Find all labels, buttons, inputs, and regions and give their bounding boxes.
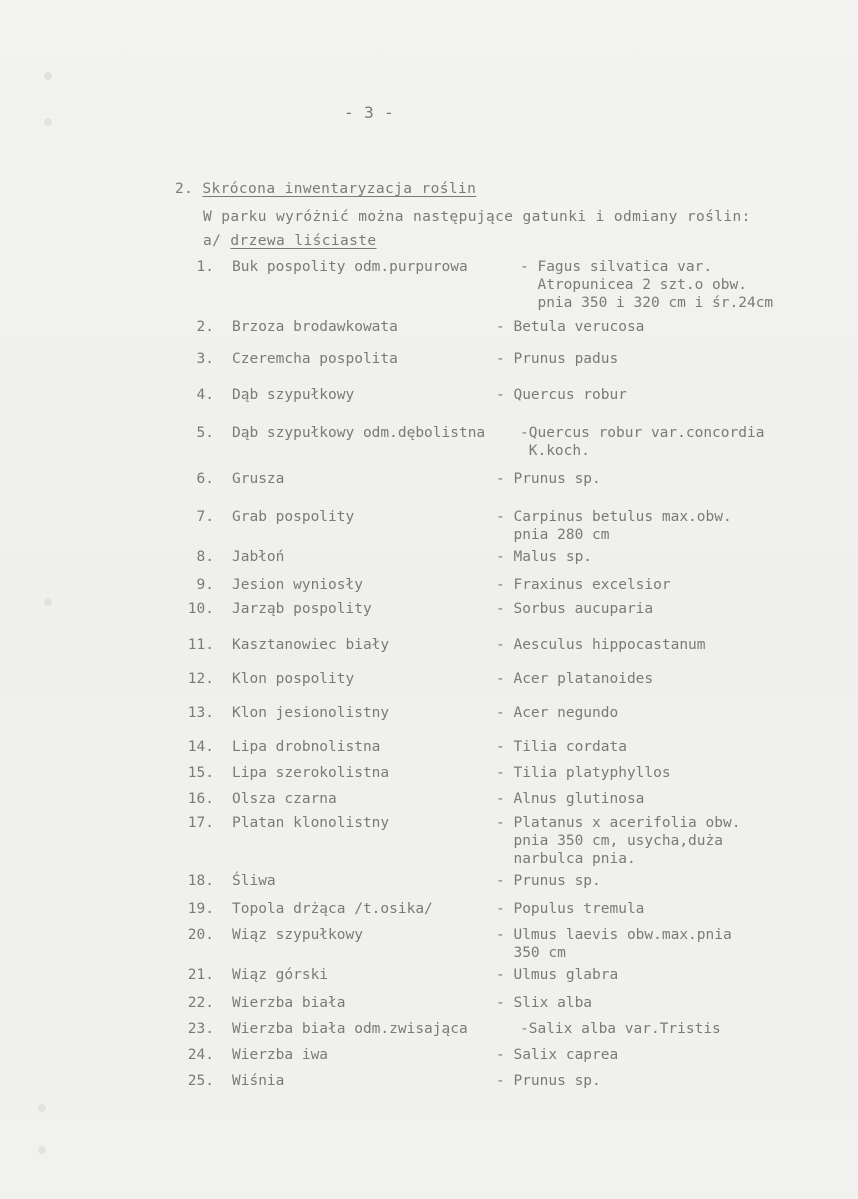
latin-name: - Populus tremula bbox=[496, 901, 645, 917]
section-heading: 2. Skrócona inwentaryzacja roślin bbox=[175, 181, 477, 197]
polish-name: Brzoza brodawkowata bbox=[232, 319, 398, 335]
item-number: 17. bbox=[187, 815, 214, 831]
polish-name: Topola drżąca /t.osika/ bbox=[232, 901, 433, 917]
item-number: 16. bbox=[187, 791, 214, 807]
latin-name: - Tilia platyphyllos bbox=[496, 765, 671, 781]
polish-name: Wierzba iwa bbox=[232, 1047, 329, 1063]
page-number: - 3 - bbox=[344, 103, 395, 122]
polish-name: Dąb szypułkowy bbox=[232, 387, 355, 403]
polish-name: Jabłoń bbox=[232, 549, 285, 565]
item-number: 8. bbox=[196, 549, 214, 565]
polish-name: Lipa szerokolistna bbox=[232, 765, 390, 781]
latin-name: - Ulmus laevis obw.max.pnia bbox=[496, 927, 732, 943]
punch-hole bbox=[44, 118, 52, 126]
item-number: 4. bbox=[196, 387, 214, 403]
item-number: 3. bbox=[196, 351, 214, 367]
punch-hole bbox=[38, 1146, 46, 1154]
item-number: 25. bbox=[187, 1073, 214, 1089]
polish-name: Grusza bbox=[232, 471, 285, 487]
latin-name: -Salix alba var.Tristis bbox=[520, 1021, 721, 1037]
polish-name: Jarząb pospolity bbox=[232, 601, 372, 617]
item-number: 9. bbox=[196, 577, 214, 593]
item-number: 13. bbox=[187, 705, 214, 721]
latin-name: Atropunicea 2 szt.o obw. bbox=[520, 277, 747, 293]
polish-name: Wiśnia bbox=[232, 1073, 285, 1089]
polish-name: Lipa drobnolistna bbox=[232, 739, 381, 755]
latin-name: - Fraxinus excelsior bbox=[496, 577, 671, 593]
latin-name: - Platanus x acerifolia obw. bbox=[496, 815, 741, 831]
latin-name: 350 cm bbox=[496, 945, 566, 961]
latin-name: - Prunus sp. bbox=[496, 873, 601, 889]
latin-name: - Prunus sp. bbox=[496, 471, 601, 487]
item-number: 18. bbox=[187, 873, 214, 889]
item-number: 1. bbox=[196, 259, 214, 275]
latin-name: - Quercus robur bbox=[496, 387, 627, 403]
polish-name: Kasztanowiec biały bbox=[232, 637, 390, 653]
item-number: 23. bbox=[187, 1021, 214, 1037]
latin-name: - Aesculus hippocastanum bbox=[496, 637, 706, 653]
latin-name: - Sorbus aucuparia bbox=[496, 601, 654, 617]
latin-name: -Quercus robur var.concordia bbox=[520, 425, 765, 441]
latin-name: - Carpinus betulus max.obw. bbox=[496, 509, 732, 525]
latin-name: pnia 350 i 320 cm i śr.24cm bbox=[520, 295, 774, 311]
polish-name: Olsza czarna bbox=[232, 791, 337, 807]
punch-hole bbox=[44, 72, 52, 80]
latin-name: - Betula verucosa bbox=[496, 319, 645, 335]
latin-name: - Acer negundo bbox=[496, 705, 619, 721]
latin-name: - Alnus glutinosa bbox=[496, 791, 645, 807]
item-number: 5. bbox=[196, 425, 214, 441]
latin-name: K.koch. bbox=[520, 443, 590, 459]
item-number: 12. bbox=[187, 671, 214, 687]
polish-name: Klon pospolity bbox=[232, 671, 355, 687]
polish-name: Jesion wyniosły bbox=[232, 577, 363, 593]
item-number: 2. bbox=[196, 319, 214, 335]
item-number: 24. bbox=[187, 1047, 214, 1063]
punch-hole bbox=[38, 1104, 46, 1112]
punch-hole bbox=[44, 598, 52, 606]
polish-name: Śliwa bbox=[232, 873, 276, 889]
latin-name: - Malus sp. bbox=[496, 549, 593, 565]
latin-name: - Ulmus glabra bbox=[496, 967, 619, 983]
polish-name: Platan klonolistny bbox=[232, 815, 390, 831]
latin-name: - Tilia cordata bbox=[496, 739, 627, 755]
latin-name: - Prunus sp. bbox=[496, 1073, 601, 1089]
polish-name: Grab pospolity bbox=[232, 509, 355, 525]
latin-name: - Salix caprea bbox=[496, 1047, 619, 1063]
polish-name: Wierzba biała bbox=[232, 995, 346, 1011]
item-number: 11. bbox=[187, 637, 214, 653]
latin-name: - Prunus padus bbox=[496, 351, 619, 367]
item-number: 19. bbox=[187, 901, 214, 917]
polish-name: Wiąz górski bbox=[232, 967, 329, 983]
latin-name: - Acer platanoides bbox=[496, 671, 654, 687]
latin-name: pnia 350 cm, usycha,duża bbox=[496, 833, 723, 849]
latin-name: - Fagus silvatica var. bbox=[520, 259, 713, 275]
item-number: 10. bbox=[187, 601, 214, 617]
latin-name: narbulca pnia. bbox=[496, 851, 636, 867]
item-number: 7. bbox=[196, 509, 214, 525]
polish-name: Klon jesionolistny bbox=[232, 705, 390, 721]
polish-name: Buk pospolity odm.purpurowa bbox=[232, 259, 468, 275]
polish-name: Czeremcha pospolita bbox=[232, 351, 398, 367]
item-number: 14. bbox=[187, 739, 214, 755]
intro-text: W parku wyróżnić można następujące gatunki i odmiany roślin: bbox=[203, 209, 751, 225]
polish-name: Wierzba biała odm.zwisająca bbox=[232, 1021, 468, 1037]
item-number: 22. bbox=[187, 995, 214, 1011]
polish-name: Dąb szypułkowy odm.dębolistna bbox=[232, 425, 486, 441]
latin-name: - Slix alba bbox=[496, 995, 593, 1011]
item-number: 6. bbox=[196, 471, 214, 487]
latin-name: pnia 280 cm bbox=[496, 527, 610, 543]
item-number: 15. bbox=[187, 765, 214, 781]
item-number: 20. bbox=[187, 927, 214, 943]
item-number: 21. bbox=[187, 967, 214, 983]
polish-name: Wiąz szypułkowy bbox=[232, 927, 363, 943]
subsection-heading: a/ drzewa liściaste bbox=[203, 233, 377, 249]
